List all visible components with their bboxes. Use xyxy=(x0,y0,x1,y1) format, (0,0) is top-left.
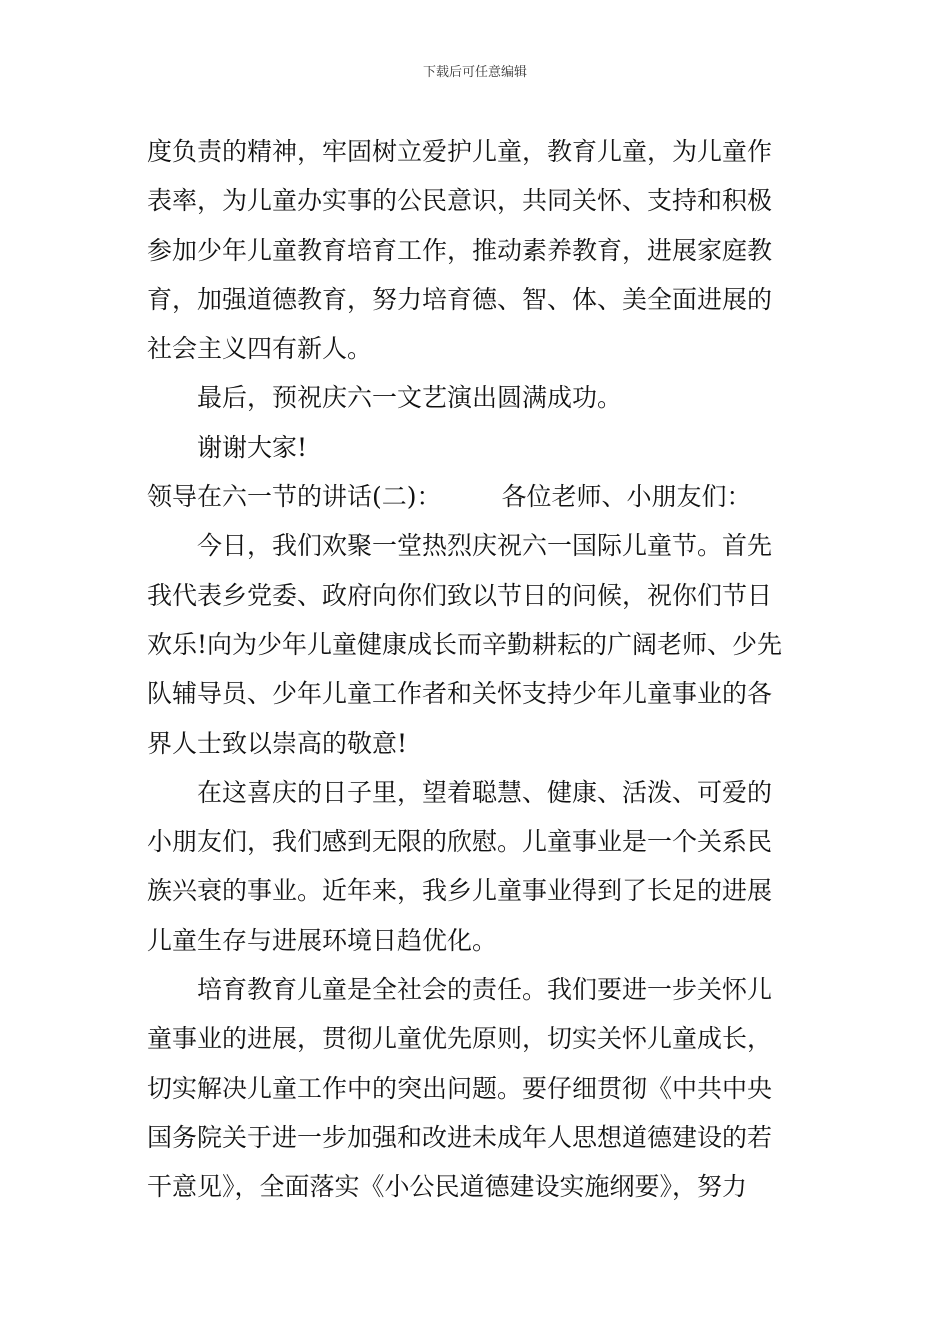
text-line: 小朋友们，我们感到无限的欣慰。儿童事业是一个关系民 xyxy=(147,827,773,857)
page-header: 下载后可任意编辑 xyxy=(422,65,527,80)
text-line: 界人士致以崇高的敬意! xyxy=(147,728,408,758)
section-heading-line xyxy=(147,472,807,521)
text-line: 切实解决儿童工作中的突出问题。要仔细贯彻《中共中央 xyxy=(147,1073,773,1103)
paragraph-start: 培育教育儿童是全社会的责任。我们要进一步关怀儿 xyxy=(197,975,773,1005)
text-line: 童事业的进展，贯彻儿童优先原则，切实关怀儿童成长， xyxy=(147,1024,773,1054)
text-line: 参加少年儿童教育培育工作，推动素养教育，进展家庭教 xyxy=(147,235,773,265)
paragraph-start: 今日，我们欢聚一堂热烈庆祝六一国际儿童节。首先 xyxy=(197,531,773,561)
closing-line: 最后，预祝庆六一文艺演出圆满成功。 xyxy=(197,383,623,413)
section-title: 领导在六一节的讲话(二)： xyxy=(147,482,442,512)
salutation: 各位老师、小朋友们： xyxy=(501,482,752,512)
text-line: 表率，为儿童办实事的公民意识，共同关怀、支持和积极 xyxy=(147,186,773,216)
text-line: 儿童生存与进展环境日趋优化。 xyxy=(147,925,498,955)
text-line: 族兴衰的事业。近年来，我乡儿童事业得到了长足的进展 xyxy=(147,876,773,906)
text-line: 社会主义四有新人。 xyxy=(147,334,373,364)
text-line: 我代表乡党委、政府向你们致以节日的问候，祝你们节日 xyxy=(147,580,773,610)
text-line: 干意见》，全面落实《小公民道德建设实施纲要》，努力 xyxy=(147,1172,748,1202)
thanks-line: 谢谢大家! xyxy=(197,432,308,462)
paragraph-start: 在这喜庆的日子里，望着聪慧、健康、活泼、可爱的 xyxy=(197,777,773,807)
document-body xyxy=(147,127,807,1212)
text-line: 欢乐!向为少年儿童健康成长而辛勤耕耘的广阔老师、少先 xyxy=(147,629,783,659)
text-line: 度负责的精神，牢固树立爱护儿童，教育儿童，为儿童作 xyxy=(147,137,773,166)
text-line: 育，加强道德教育，努力培育德、智、体、美全面进展的 xyxy=(147,284,773,314)
text-line: 队辅导员、少年儿童工作者和关怀支持少年儿童事业的各 xyxy=(147,679,773,709)
text-line: 国务院关于进一步加强和改进未成年人思想道德建设的若 xyxy=(147,1122,773,1152)
